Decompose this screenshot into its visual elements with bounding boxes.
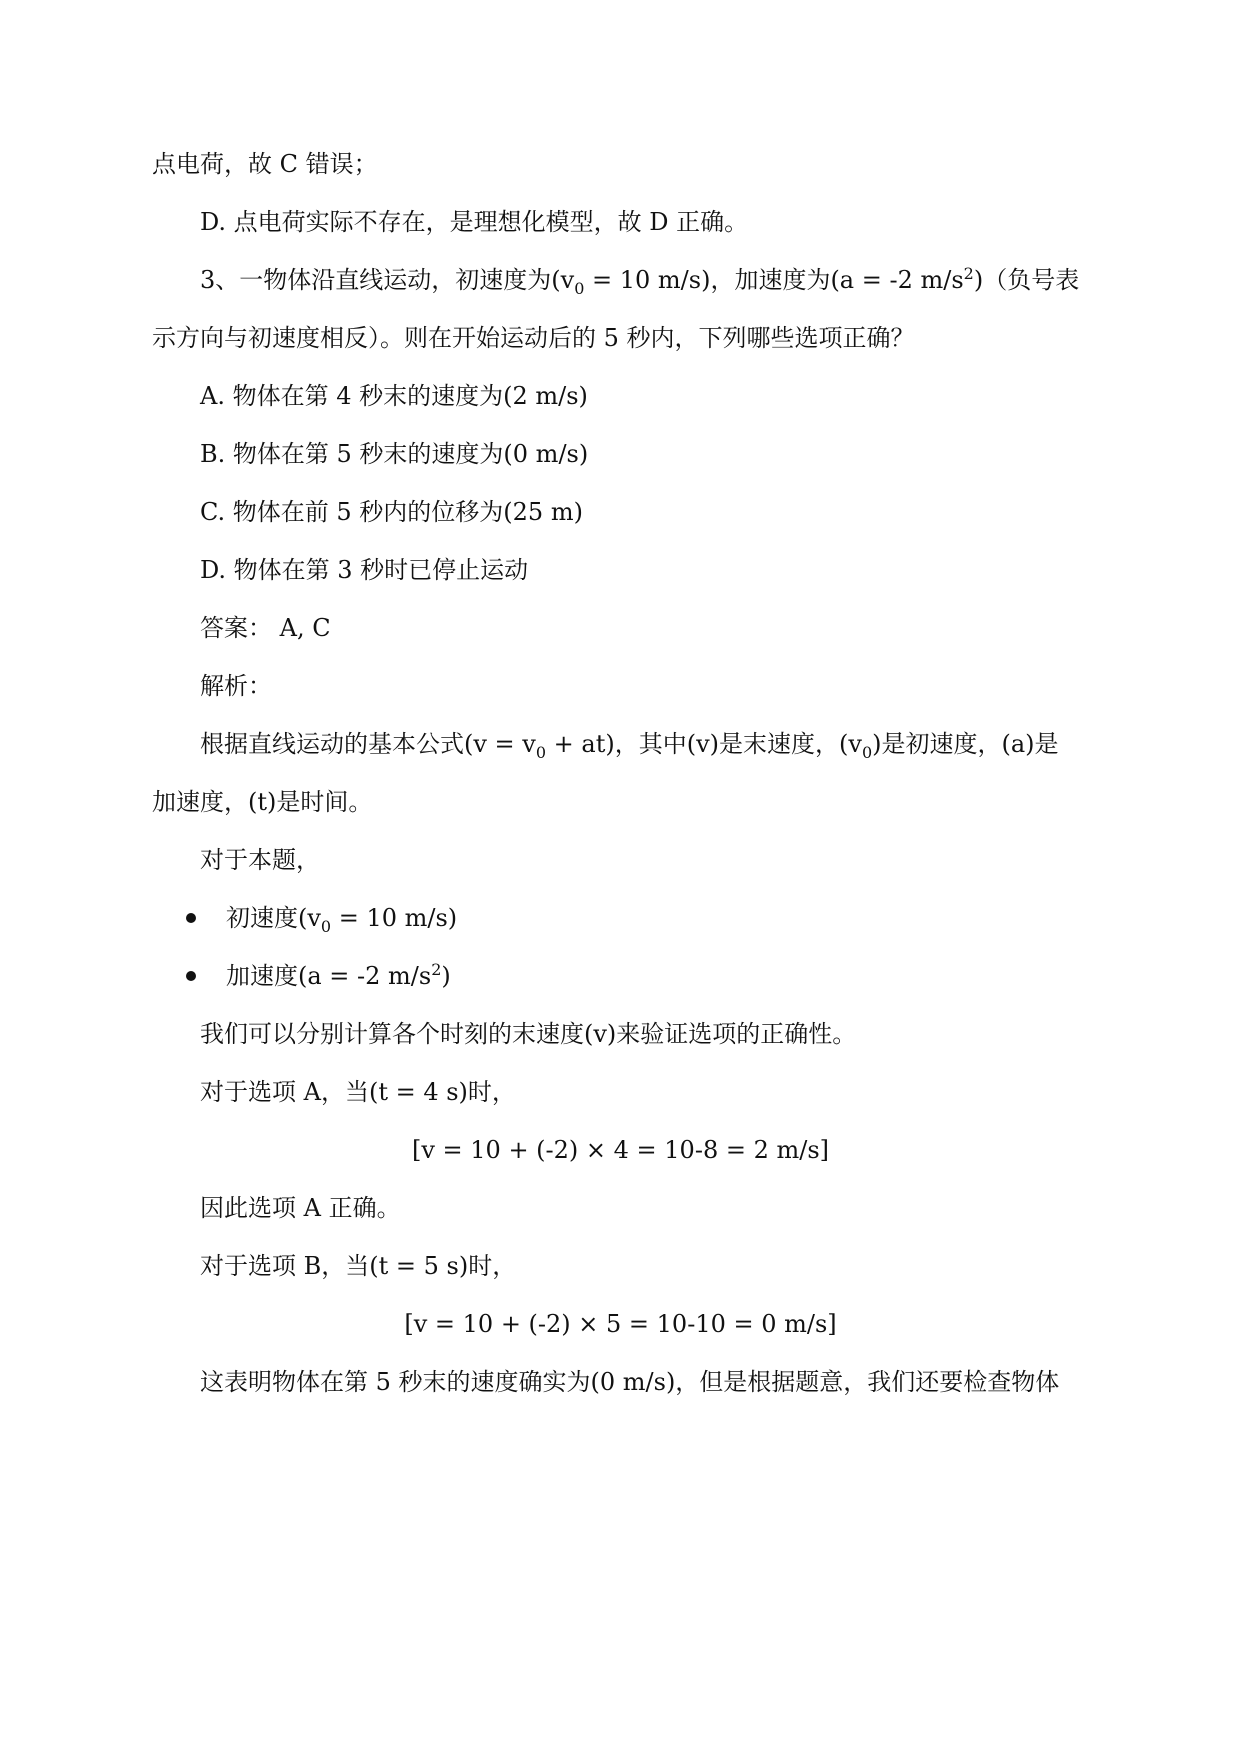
- text: 这表明物体在第 5 秒末的速度确实为(0 m/s)，但是根据题意，我们还要检查物体: [200, 1368, 1060, 1396]
- subscript: 0: [861, 742, 873, 762]
- text: 加速度，(t)是时间。: [152, 788, 373, 816]
- text: = 10 m/s): [331, 904, 458, 932]
- subscript: 0: [320, 916, 332, 936]
- bullet-item: [0, 960, 1241, 992]
- text: = 10 m/s)，加速度为(a = -2 m/s: [584, 266, 964, 294]
- text-line: [0, 1192, 1241, 1224]
- option-c: [0, 496, 1241, 528]
- text: 对于选项 A，当(t = 4 s)时，: [200, 1078, 516, 1106]
- text: + at)，其中(v)是末速度，(v: [546, 730, 862, 758]
- text: 初速度(v: [226, 904, 321, 932]
- text: 我们可以分别计算各个时刻的末速度(v)来验证选项的正确性。: [200, 1020, 857, 1048]
- bullet-icon: [186, 971, 196, 981]
- text: D. 点电荷实际不存在，是理想化模型，故 D 正确。: [200, 208, 749, 236]
- text: 3、一物体沿直线运动，初速度为(v: [200, 266, 575, 294]
- text: [v = 10 + (-2) × 4 = 10-8 = 2 m/s]: [411, 1136, 829, 1164]
- equation: [0, 1134, 1241, 1166]
- text: 对于本题，: [200, 846, 320, 874]
- text: )是初速度，(a)是: [872, 730, 1059, 758]
- option-b: [0, 438, 1241, 470]
- text: 加速度(a = -2 m/s: [226, 962, 432, 990]
- text: B. 物体在第 5 秒末的速度为(0 m/s): [200, 440, 589, 468]
- option-line: [0, 206, 1241, 238]
- text-line: [0, 1076, 1241, 1108]
- text: 因此选项 A 正确。: [200, 1194, 401, 1222]
- bullet-item: [0, 902, 1241, 934]
- text: A. 物体在第 4 秒末的速度为(2 m/s): [200, 382, 588, 410]
- question-line: [0, 322, 1241, 354]
- text: 答案： A, C: [200, 614, 331, 642]
- equation: [0, 1308, 1241, 1340]
- superscript: 2: [431, 960, 442, 979]
- question-line: [0, 264, 1241, 296]
- text: 点电荷，故 C 错误；: [152, 150, 378, 178]
- text-line: [0, 148, 1241, 180]
- text-line: [0, 1018, 1241, 1050]
- text-line: [0, 1366, 1241, 1398]
- text-line: [0, 1250, 1241, 1282]
- subscript: 0: [535, 742, 547, 762]
- text-line: [0, 728, 1241, 760]
- text: 解析：: [200, 672, 272, 700]
- text: [v = 10 + (-2) × 5 = 10-10 = 0 m/s]: [404, 1310, 837, 1338]
- text: 根据直线运动的基本公式(v = v: [200, 730, 536, 758]
- text: 对于选项 B，当(t = 5 s)时，: [200, 1252, 517, 1280]
- text-line: [0, 786, 1241, 818]
- text: )（负号表: [973, 266, 1080, 294]
- text-line: [0, 844, 1241, 876]
- bullet-icon: [186, 913, 196, 923]
- superscript: 2: [963, 264, 974, 283]
- subscript: 0: [574, 278, 585, 298]
- option-d: [0, 554, 1241, 586]
- answer-line: [0, 612, 1241, 644]
- text: C. 物体在前 5 秒内的位移为(25 m): [200, 498, 583, 526]
- text: 示方向与初速度相反）。则在开始运动后的 5 秒内，下列哪些选项正确？: [152, 324, 915, 352]
- option-a: [0, 380, 1241, 412]
- text: ): [441, 962, 451, 990]
- text: D. 物体在第 3 秒时已停止运动: [200, 556, 529, 584]
- analysis-heading: [0, 670, 1241, 702]
